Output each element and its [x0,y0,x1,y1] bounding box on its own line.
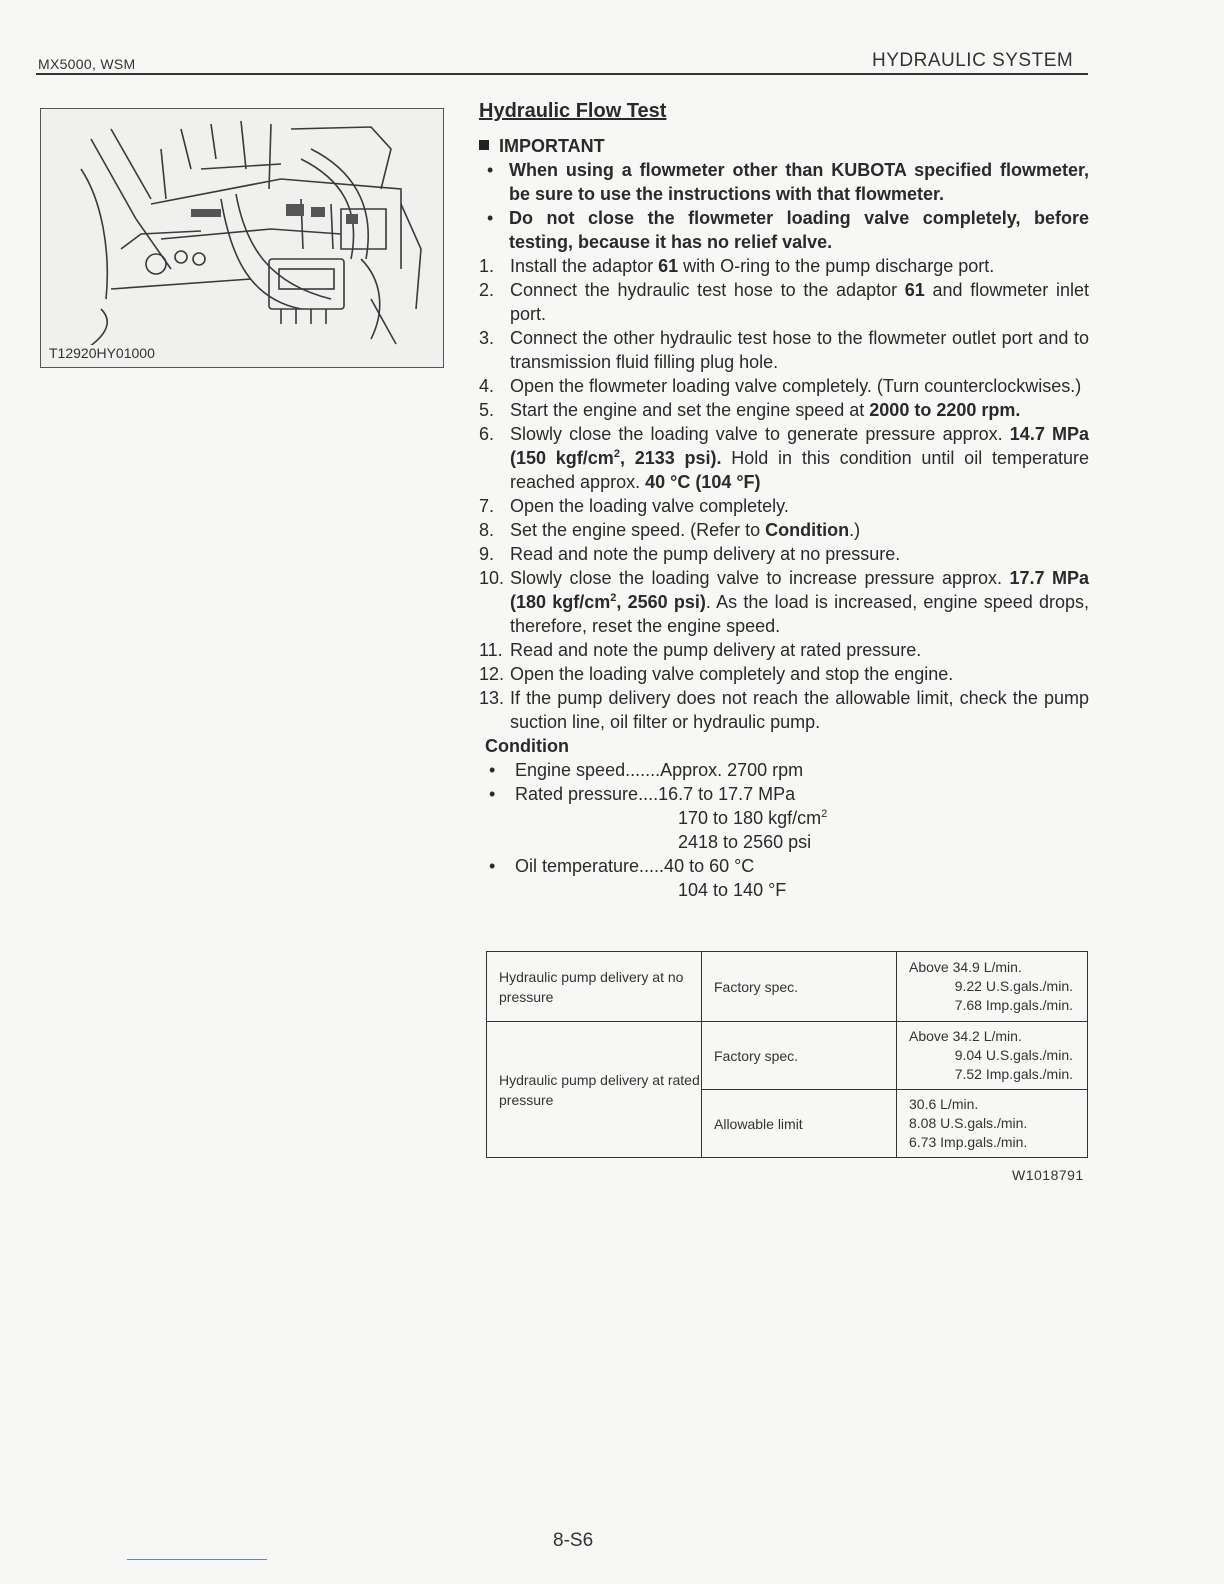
step-text: Open the loading valve completely and stop the engine. [510,664,954,684]
step-text: Read and note the pump delivery at no pressure. [510,544,901,564]
pressure-value: 14.7 MPa (150 kgf/cm [510,424,1090,468]
step-text: Connect the other hydraulic test hose to the flowmeter outlet port and to transmission fluid filling plug hole. [510,328,1089,372]
step-number: 5. [479,400,495,420]
condition-engine-speed [479,758,1089,782]
step-4 [479,374,1089,398]
step-text: .) [849,520,861,540]
step-text: . As the load is increased, engine speed drops, therefore, reset the engine speed. [510,592,1090,636]
table-item-cell: Hydraulic pump delivery at no pressure [487,952,702,1022]
pressure-value: , 2133 psi). [619,448,722,468]
condition-text: Engine speed.......Approx. 2700 rpm [515,760,804,780]
header-manual-name: MX5000, WSM [38,56,136,72]
value-line: 30.6 L/min. [909,1096,979,1112]
table-row [487,952,1088,1022]
condition-oil-temperature-f: 104 to 140 °F [678,880,787,900]
step-text: Connect the hydraulic test hose to the adaptor [510,280,905,300]
step-5 [479,398,1089,422]
condition-rated-kgf [479,806,1089,830]
step-3 [479,326,1089,374]
step-8 [479,518,1089,542]
square-bullet-icon [479,140,489,150]
value-line: 9.22 U.S.gals./min. [954,978,1073,994]
superscript: 2 [613,448,620,460]
step-9 [479,542,1089,566]
superscript: 2 [821,808,828,820]
value-line: 9.04 U.S.gals./min. [954,1047,1073,1063]
condition-reference: Condition [765,520,850,540]
document-code: W1018791 [1012,1167,1084,1183]
condition-rated-pressure [479,782,1089,806]
value-line: 6.73 Imp.gals./min. [909,1134,1028,1150]
important-item: • When using a flowmeter other than KUBOTA specified flowmeter, be sure to use the instructions with that flowmeter. [479,158,1089,206]
step-number: 10. [479,568,505,588]
condition-oil-temperature [479,854,1089,878]
value-line: Above 34.2 L/min. [909,1028,1022,1044]
page-number: 8-S6 [553,1530,594,1551]
step-number: 1. [479,256,495,276]
value-line: 7.68 Imp.gals./min. [954,997,1073,1013]
bullet-icon: • [489,856,496,876]
step-13 [479,686,1089,734]
step-text: Install the adaptor [510,256,659,276]
step-10 [479,566,1089,638]
section-title: Hydraulic Flow Test [479,100,667,122]
table-value-cell [897,1090,1088,1158]
important-heading [479,134,1089,158]
table-item-cell: Hydraulic pump delivery at rated pressure [487,1022,702,1158]
pressure-value: 17.7 MPa (180 kgf/cm [510,568,1089,612]
procedure-text [479,134,1089,902]
step-6 [479,422,1089,494]
part-number: 61 [658,256,679,276]
step-text: Open the flowmeter loading valve completely. (Turn counterclockwises.) [510,376,1082,396]
table-value-cell [897,1022,1088,1090]
step-11 [479,638,1089,662]
step-number: 12. [479,664,505,684]
table-value-cell [897,952,1088,1022]
step-number: 11. [479,640,503,660]
step-text: Slowly close the loading valve to increase pressure approx. [510,568,1010,588]
step-text: Start the engine and set the engine speed at [510,400,870,420]
table-spec-cell: Allowable limit [702,1090,897,1158]
scan-artifact-line [127,1559,267,1560]
condition-title: Condition [485,736,569,756]
step-text: If the pump delivery does not reach the allowable limit, check the pump suction line, oil filter or hydraulic pump. [510,688,1089,732]
value-line: 8.08 U.S.gals./min. [909,1115,1028,1131]
step-2 [479,278,1089,326]
important-label: IMPORTANT [499,136,605,156]
bullet-icon: • [489,760,496,780]
figure-caption: T12920HY01000 [49,345,155,361]
value-line: Above 34.9 L/min. [909,959,1022,975]
value-line: 7.52 Imp.gals./min. [954,1066,1073,1082]
table-row [487,1022,1088,1090]
step-1 [479,254,1089,278]
condition-text: Oil temperature.....40 to 60 °C [515,856,755,876]
step-text: and flowmeter inlet port. [510,280,1089,324]
condition-text: 170 to 180 kgf/cm [678,808,822,828]
condition-text: Rated pressure....16.7 to 17.7 MPa [515,784,796,804]
table-spec-cell: Factory spec. [702,952,897,1022]
important-item: • Do not close the flowmeter loading valve completely, before testing, because it has no relief valve. [479,206,1089,254]
hydraulic-hose-drawing [41,109,443,367]
step-12 [479,662,1089,686]
step-number: 3. [479,328,495,348]
step-number: 2. [479,280,495,300]
pressure-value: , 2560 psi) [616,592,706,612]
header-rule [36,73,1088,75]
step-text: Slowly close the loading valve to generate pressure approx. [510,424,1010,444]
step-number: 13. [479,688,505,708]
step-number: 4. [479,376,495,396]
step-number: 9. [479,544,495,564]
engine-speed-value: 2000 to 2200 rpm. [869,400,1021,420]
step-text: Open the loading valve completely. [510,496,789,516]
temperature-value: 40 °C (104 °F) [645,472,761,492]
table-spec-cell: Factory spec. [702,1022,897,1090]
bullet-icon: • [489,784,496,804]
step-text: Set the engine speed. (Refer to [510,520,766,540]
step-text: Hold in this condition until oil temperature reached approx. [510,448,1089,492]
part-number: 61 [904,280,925,300]
tractor-illustration [40,108,444,368]
spec-table [486,951,1088,1158]
step-number: 8. [479,520,495,540]
step-text: Read and note the pump delivery at rated pressure. [510,640,922,660]
step-text: with O-ring to the pump discharge port. [678,256,995,276]
step-7 [479,494,1089,518]
superscript: 2 [610,592,617,604]
header-section-name: HYDRAULIC SYSTEM [872,50,1074,71]
step-number: 6. [479,424,495,444]
step-number: 7. [479,496,495,516]
condition-rated-psi: 2418 to 2560 psi [678,832,812,852]
